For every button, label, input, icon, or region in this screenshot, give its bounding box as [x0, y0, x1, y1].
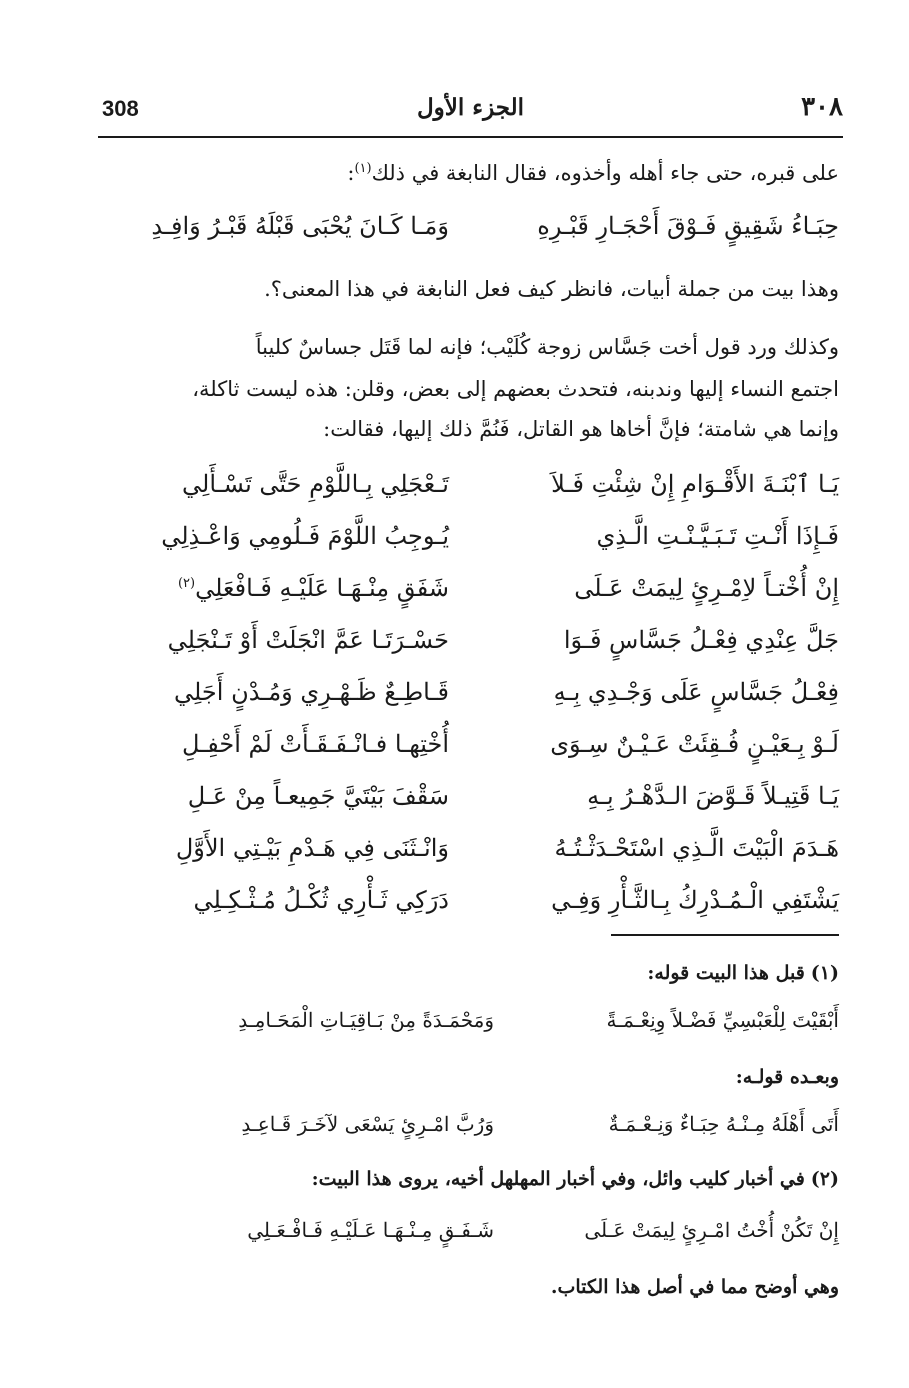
poem-hemistich-first: يَشْتَفِي الْـمُـدْرِكُ بِـالثَّـأْرِ وَفِـي [551, 886, 839, 914]
footnote-hemistich-second: وَرُبَّ امْـرِئٍ يَسْعَى لآخَـرَ قَـاعِـدِ [241, 1112, 494, 1136]
footnote-2-text: في أخبار كليب وائل، وفي أخبار المهلهل أخيه، يروى هذا البيت: [311, 1168, 805, 1190]
paragraph-1-colon: : [347, 161, 355, 185]
footnote-2-continuation: وهي أوضح مما في أصل هذا الكتاب. [550, 1276, 839, 1298]
poem-hemistich-second: حَسْـرَتَـا عَمَّ انْجَلَتْ أَوْ تَـنْجَلِي [167, 626, 449, 654]
page-number-latin: 308 [102, 96, 139, 121]
running-title: الجزء الأول [416, 94, 525, 121]
poem-line [150, 782, 839, 822]
poem-line [150, 886, 839, 926]
poem-hemistich-first: جَلَّ عِنْدِي فِعْـلُ جَسَّاسٍ فَـوَا [563, 626, 839, 654]
poem-hemistich-second: دَرَكِي ثَـأْرِي ثُكْـلُ مُـثْـكِـلِي [193, 886, 449, 914]
poem-line [150, 470, 839, 510]
poem-hemistich-first: يَـا قَتِيـلاً قَـوَّضَ الـدَّهْـرُ بِـهِ [587, 782, 839, 810]
footnote-verse [150, 1112, 839, 1148]
poem-hemistich-first: لَـوْ بِـعَيْـنٍ فُـقِئَتْ عَـيْـنٌ سِـوَى [550, 730, 839, 758]
footnote-1-text: قبل هذا البيت قوله: [647, 962, 805, 984]
footnote-ref-2[interactable]: (٢) [177, 576, 196, 591]
footnote-ref-1[interactable]: (١) [354, 161, 372, 176]
footnote-1-number: (١) [810, 962, 839, 984]
poem-line [150, 730, 839, 770]
footnote-1-continuation: وبعـده قولـه: [735, 1066, 839, 1088]
poem-line [150, 574, 839, 614]
poem-hemistich-first: إِنْ أُخْتـاً لاِمْـرِئٍ لِيمَتْ عَـلَى [574, 574, 839, 602]
poem-hemistich-first: يَـا ٱبْنَـةَ الأَقْـوَامِ إِنْ شِئْتِ فَـلاَ [551, 470, 839, 498]
poem-line [150, 678, 839, 718]
poem-hemistich-second: يُـوجِبُ اللَّوْمَ فَـلُومِي وَاعْـذِلِي [161, 522, 449, 550]
footnote-hemistich-first: أَبْقَيْتَ لِلْعَبْسِيِّ فَضْـلاً وِنِعْـمَـةً [606, 1008, 839, 1032]
poem-hemistich-second-text: شَفَقٍ مِنْـهَـا عَلَيْـهِ فَـافْعَلِي [195, 574, 449, 602]
poem-hemistich-first: فَـإِذَا أَنْـتِ تَـبَـيَّـنْـتِ الَّـذِي [596, 522, 839, 550]
poem-hemistich-second: قَـاطِـعٌ ظَـهْـرِي وَمُـدْنٍ أَجَلِي [173, 678, 449, 706]
poem-hemistich-second: تَـعْجَلِي بِـاللَّوْمِ حَتَّى تَسْـأَلِي [182, 470, 449, 498]
poem-hemistich-first: هَـدَمَ الْبَيْتَ الَّـذِي اسْتَحْـدَثْـتُـهُ [554, 834, 839, 862]
footnote-2-number: (٢) [810, 1168, 839, 1190]
poem-line [150, 834, 839, 874]
footnote-1 [98, 958, 839, 988]
footnote-hemistich-first: أَتَى أَهْلَهُ مِـنْـهُ حِبَـاءٌ وَنِـعْـمَـةٌ [608, 1112, 839, 1136]
paragraph-3-line-3: وإنما هي شامتة؛ فإنَّ أخاها هو القاتل، فَنُمَّ ذلك إليها، فقالت: [323, 417, 839, 441]
footnote-2 [98, 1164, 839, 1194]
poem-line [150, 626, 839, 666]
footnote-hemistich-second: وَمَحْمَـدَةً مِنْ بَـاقِيَـاتِ الْمَحَـامِـدِ [238, 1008, 494, 1032]
paragraph-3-line-1: وكذلك ورد قول أخت جَسَّاس زوجة كُلَيْب؛ فإنه لما قَتَل جساسٌ كليباً [255, 335, 839, 359]
page-number-arabic: ٣٠٨ [801, 92, 843, 122]
footnote-verse [150, 1218, 839, 1254]
verse-hemistich-first: حِبَـاءُ شَقِيقٍ فَـوْقَ أَحْجَـارِ قَبْـرِهِ [537, 212, 839, 240]
poem-hemistich-second: وَانْـثَنَى فِي هَـدْمِ بَيْـتِي الأَوَّلِ [175, 834, 449, 862]
poem-hemistich-second: أُخْتِهـا فـانْـفَـقَـأَتْ لَمْ أَحْفِـلِ [182, 730, 449, 758]
poem-line [150, 522, 839, 562]
footnote-divider [611, 934, 839, 936]
poem-hemistich-second [119, 574, 449, 602]
paragraph-2: وهذا بيت من جملة أبيات، فانظر كيف فعل النابغة في هذا المعنى؟. [264, 277, 839, 301]
footnote-hemistich-second: شَـفَـقٍ مِـنْـهَـا عَـلَيْـهِ فَـافْـعَـلِي [247, 1218, 494, 1242]
footnote-hemistich-first: إِنْ تَكُنْ أُخْتُ امْـرِئٍ لِيمَتْ عَـلَى [584, 1218, 839, 1242]
verse-hemistich-second: وَمَـا كَـانَ يُحْبَى قَبْلَهُ قَبْـرُ وَافِـدِ [151, 212, 449, 240]
footnote-verse [150, 1008, 839, 1044]
verse-line [150, 212, 839, 252]
page-header [98, 92, 843, 138]
paragraph-3-line-2: اجتمع النساء إليها وندبنه، فتحدث بعضهم إلى بعض، وقلن: هذه ليست ثاكلة، [192, 377, 839, 401]
poem-hemistich-first: فِعْـلُ جَسَّاسٍ عَلَى وَجْـدِي بِـهِ [553, 678, 839, 706]
paragraph-1 [98, 156, 839, 190]
poem-hemistich-second: سَقْفَ بَيْتَيَّ جَمِيعـاً مِنْ عَـلِ [187, 782, 449, 810]
paragraph-1-text: على قبره، حتى جاء أهله وأخذوه، فقال النابغة في ذلك [371, 161, 839, 185]
